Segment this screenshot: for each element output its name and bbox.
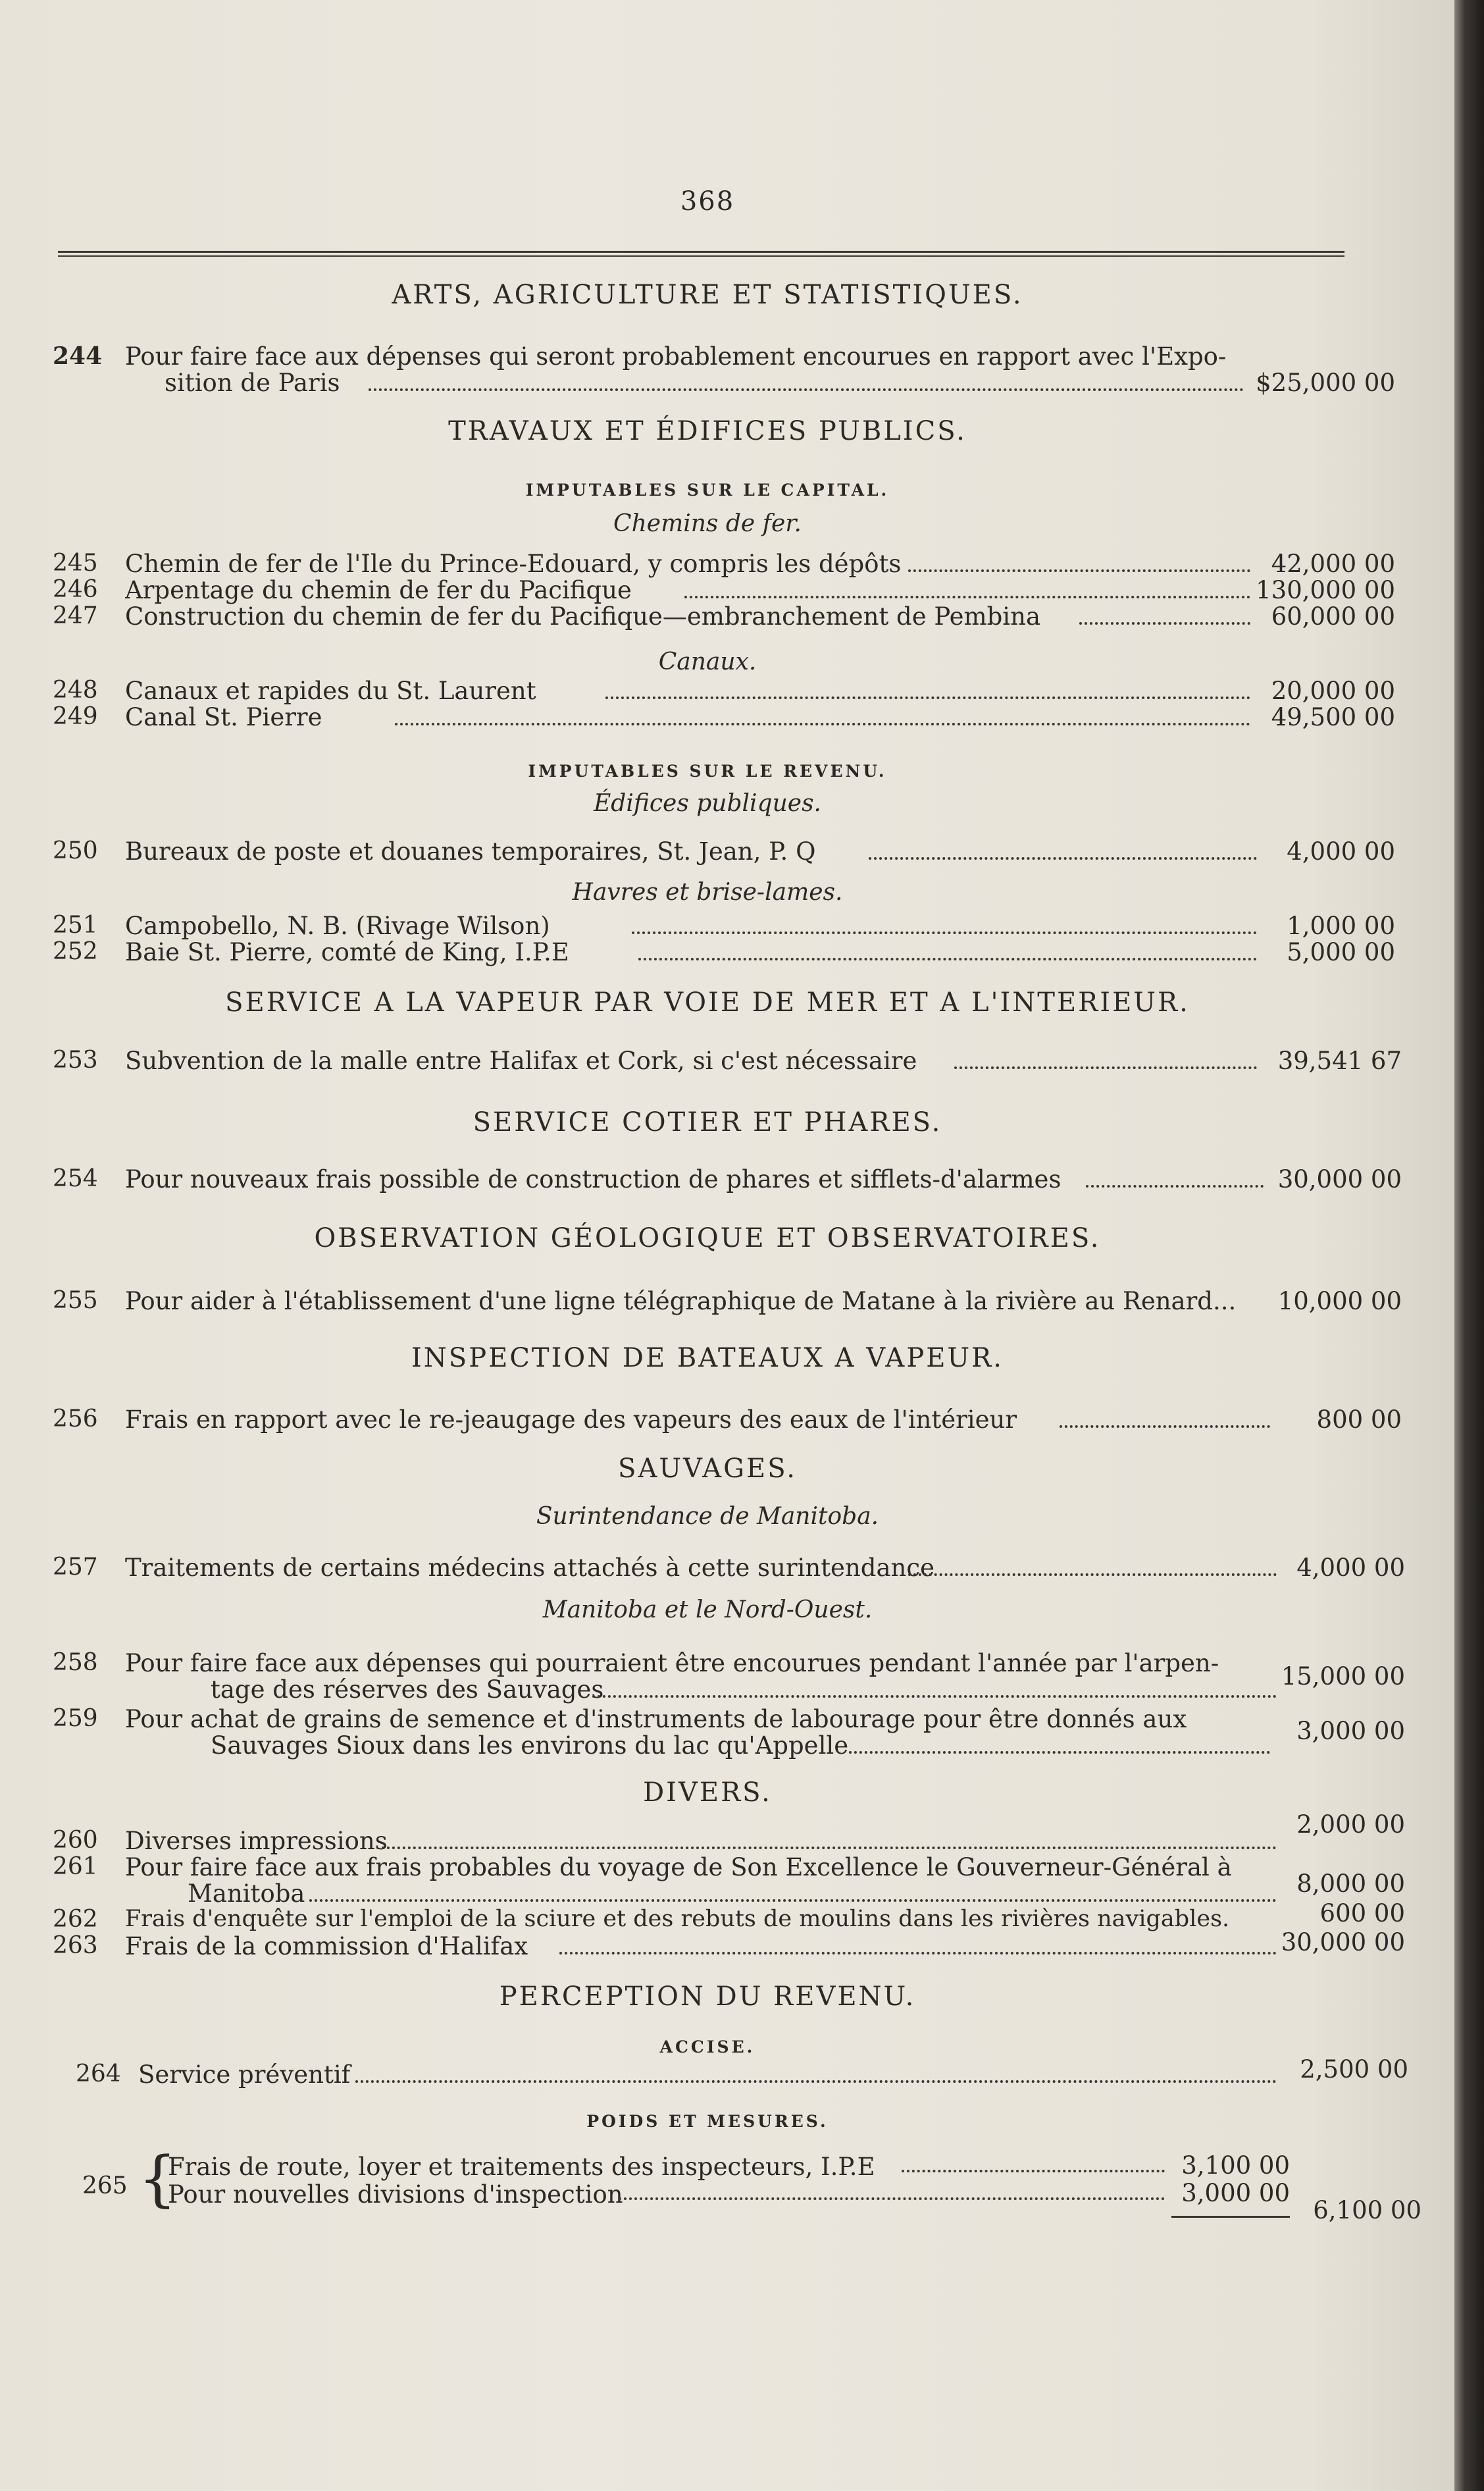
item-description: Frais de route, loyer et traitements des inspecteurs, I.P.E bbox=[168, 2153, 875, 2181]
item-250 bbox=[53, 837, 1395, 869]
dot-leader bbox=[559, 1949, 1277, 1954]
dot-leader bbox=[369, 386, 1244, 391]
grouping-brace: { bbox=[138, 2143, 177, 2214]
item-number: 255 bbox=[53, 1287, 98, 1314]
item-number: 254 bbox=[53, 1165, 98, 1192]
item-description: Campobello, N. B. (Rivage Wilson) bbox=[125, 912, 550, 940]
subtotal-amount: 3,000 00 bbox=[1181, 2179, 1290, 2207]
item-description-cont: Manitoba bbox=[188, 1879, 305, 1908]
item-amount: 4,000 00 bbox=[1296, 1554, 1405, 1582]
item-number: 244 bbox=[53, 342, 103, 370]
item-amount: 10,000 00 bbox=[1277, 1287, 1402, 1315]
subheading-revenu: IMPUTABLES SUR LE REVENU. bbox=[528, 762, 887, 781]
section-heading-sauvages: SAUVAGES. bbox=[618, 1454, 797, 1484]
item-description: Subvention de la malle entre Halifax et Cork, si c'est nécessaire bbox=[125, 1047, 917, 1075]
dot-leader bbox=[902, 2167, 1165, 2172]
item-number: 259 bbox=[53, 1705, 98, 1732]
item-amount: 30,000 00 bbox=[1281, 1928, 1405, 1956]
item-number: 251 bbox=[53, 912, 98, 939]
item-description: Canaux et rapides du St. Laurent bbox=[125, 677, 536, 705]
item-number: 260 bbox=[53, 1827, 98, 1854]
item-description: Pour nouveaux frais possible de construction de phares et sifflets-d'alarmes bbox=[125, 1165, 1062, 1193]
item-number: 262 bbox=[53, 1906, 98, 1933]
dot-leader bbox=[849, 1748, 1270, 1754]
item-number: 247 bbox=[53, 602, 98, 629]
page-number: 368 bbox=[680, 186, 735, 217]
item-description: Pour faire face aux dépenses qui seront probablement encourues en rapport avec l'Expo- bbox=[125, 342, 1227, 371]
item-amount: 600 00 bbox=[1319, 1899, 1405, 1927]
item-description: Construction du chemin de fer du Pacifique—embranchement de Pembina bbox=[125, 602, 1041, 631]
dot-leader bbox=[395, 720, 1250, 725]
item-number: 252 bbox=[53, 938, 98, 965]
item-number: 263 bbox=[53, 1932, 98, 1959]
item-number: 258 bbox=[53, 1649, 98, 1676]
item-247 bbox=[53, 602, 1395, 634]
dot-leader bbox=[954, 1064, 1257, 1069]
item-number: 261 bbox=[53, 1853, 98, 1880]
item-description: Pour achat de grains de semence et d'instruments de labourage pour être donnés aux bbox=[125, 1705, 1187, 1733]
item-amount: 8,000 00 bbox=[1296, 1870, 1405, 1898]
item-description-cont: Sauvages Sioux dans les environs du lac qu'Appelle bbox=[211, 1731, 849, 1760]
item-amount: 130,000 00 bbox=[1256, 576, 1395, 604]
item-amount: 4,000 00 bbox=[1287, 837, 1395, 866]
dot-leader bbox=[355, 2078, 1277, 2083]
item-description: Bureaux de poste et douanes temporaires, St. Jean, P. Q bbox=[125, 837, 816, 866]
item-252 bbox=[53, 938, 1395, 970]
subheading-capital: IMPUTABLES SUR LE CAPITAL. bbox=[525, 481, 890, 500]
subheading-poids: POIDS ET MESURES. bbox=[586, 2112, 829, 2131]
dot-leader bbox=[908, 567, 1250, 572]
item-number: 248 bbox=[53, 677, 98, 704]
item-description: Traitements de certains médecins attachés à cette surintendance bbox=[125, 1554, 934, 1582]
item-255 bbox=[53, 1287, 1402, 1319]
item-description: Frais de la commission d'Halifax bbox=[125, 1932, 528, 1960]
item-amount: 60,000 00 bbox=[1271, 602, 1395, 631]
item-description: Pour faire face aux dépenses qui pourraient être encourues pendant l'année par l'arpen- bbox=[125, 1649, 1219, 1677]
item-amount: 30,000 00 bbox=[1277, 1165, 1402, 1193]
section-heading-travaux: TRAVAUX ET ÉDIFICES PUBLICS. bbox=[448, 416, 967, 446]
item-description-cont: sition de Paris bbox=[165, 369, 340, 397]
item-description: Service préventif bbox=[138, 2060, 351, 2089]
subheading-havres: Havres et brise-lames. bbox=[572, 879, 843, 906]
book-spine bbox=[1454, 0, 1484, 2491]
section-heading-perception: PERCEPTION DU REVENU. bbox=[499, 1981, 916, 2012]
item-amount: 49,500 00 bbox=[1271, 703, 1395, 731]
item-amount: 42,000 00 bbox=[1271, 550, 1395, 578]
section-heading-cotier: SERVICE COTIER ET PHARES. bbox=[473, 1107, 942, 1138]
item-amount: 39,541 67 bbox=[1277, 1047, 1402, 1075]
item-265 bbox=[53, 2143, 1421, 2232]
dot-leader bbox=[382, 1844, 1277, 1849]
item-number: 253 bbox=[53, 1047, 98, 1074]
item-description: Canal St. Pierre bbox=[125, 703, 322, 731]
item-264 bbox=[53, 2055, 1408, 2092]
section-heading-geologique: OBSERVATION GÉOLOGIQUE ET OBSERVATOIRES. bbox=[314, 1223, 1101, 1253]
subheading-nordouest: Manitoba et le Nord-Ouest. bbox=[542, 1596, 873, 1623]
dot-leader bbox=[592, 1692, 1277, 1698]
item-amount: 2,500 00 bbox=[1300, 2055, 1408, 2084]
subheading-canaux: Canaux. bbox=[658, 648, 757, 675]
dot-leader bbox=[605, 694, 1250, 699]
section-heading-bateaux: INSPECTION DE BATEAUX A VAPEUR. bbox=[411, 1343, 1004, 1373]
item-257 bbox=[53, 1554, 1405, 1585]
item-number: 246 bbox=[53, 576, 98, 603]
item-amount: 5,000 00 bbox=[1287, 938, 1395, 966]
item-number: 264 bbox=[76, 2060, 121, 2087]
item-amount: $25,000 00 bbox=[1256, 369, 1395, 397]
item-256 bbox=[53, 1405, 1402, 1437]
item-description: Baie St. Pierre, comté de King, I.P.E bbox=[125, 938, 569, 966]
item-amount: 3,000 00 bbox=[1296, 1717, 1405, 1745]
header-rule bbox=[58, 251, 1344, 257]
item-description: Arpentage du chemin de fer du Pacifique bbox=[125, 576, 632, 604]
item-244-cont bbox=[53, 369, 1395, 400]
item-description: Frais en rapport avec le re-jeaugage des vapeurs des eaux de l'intérieur bbox=[125, 1405, 1017, 1434]
item-254 bbox=[53, 1165, 1402, 1197]
subtotal-amount: 3,100 00 bbox=[1181, 2151, 1290, 2180]
item-249 bbox=[53, 703, 1395, 735]
item-number: 245 bbox=[53, 550, 98, 577]
dot-leader bbox=[309, 1897, 1277, 1902]
item-description: Pour aider à l'établissement d'une ligne télégraphique de Matane à la rivière au Renard... bbox=[125, 1287, 1237, 1315]
item-263 bbox=[53, 1928, 1405, 1964]
section-heading-divers: DIVERS. bbox=[643, 1777, 772, 1808]
item-description: Diverses impressions bbox=[125, 1827, 388, 1855]
item-253 bbox=[53, 1047, 1402, 1078]
item-amount: 1,000 00 bbox=[1287, 912, 1395, 940]
item-number: 250 bbox=[53, 837, 98, 864]
item-description: Pour faire face aux frais probables du voyage de Son Excellence le Gouverneur-Général à bbox=[125, 1853, 1232, 1881]
dot-leader bbox=[869, 854, 1257, 860]
subheading-accise: ACCISE. bbox=[659, 2037, 755, 2057]
subheading-edifices: Édifices publiques. bbox=[594, 790, 821, 817]
item-number: 265 bbox=[82, 2172, 128, 2199]
dot-leader bbox=[632, 929, 1257, 934]
dot-leader bbox=[684, 593, 1250, 598]
section-heading-vapeur: SERVICE A LA VAPEUR PAR VOIE DE MER ET A L'INTERIEUR. bbox=[225, 987, 1190, 1018]
item-number: 256 bbox=[53, 1405, 98, 1432]
item-amount: 2,000 00 bbox=[1296, 1810, 1405, 1839]
dot-leader bbox=[619, 2195, 1165, 2200]
item-description-cont: Pour nouvelles divisions d'inspection bbox=[168, 2180, 623, 2209]
item-amount: 800 00 bbox=[1316, 1405, 1402, 1434]
item-description: Frais d'enquête sur l'emploi de la sciure et des rebuts de moulins dans les rivières navigables. bbox=[125, 1906, 1230, 1932]
item-number: 249 bbox=[53, 703, 98, 730]
item-description: Chemin de fer de l'Ile du Prince-Edouard, y compris les dépôts bbox=[125, 550, 902, 578]
item-amount: 20,000 00 bbox=[1271, 677, 1395, 705]
dot-leader bbox=[908, 1571, 1277, 1576]
dot-leader bbox=[638, 955, 1257, 960]
item-description-cont: tage des réserves des Sauvages bbox=[211, 1675, 604, 1704]
section-heading-arts: ARTS, AGRICULTURE ET STATISTIQUES. bbox=[392, 280, 1023, 310]
item-amount: 15,000 00 bbox=[1281, 1662, 1405, 1691]
subheading-surintendance: Surintendance de Manitoba. bbox=[536, 1503, 879, 1530]
subheading-chemins: Chemins de fer. bbox=[613, 510, 802, 537]
item-amount: 6,100 00 bbox=[1313, 2196, 1421, 2224]
item-number: 257 bbox=[53, 1554, 98, 1581]
